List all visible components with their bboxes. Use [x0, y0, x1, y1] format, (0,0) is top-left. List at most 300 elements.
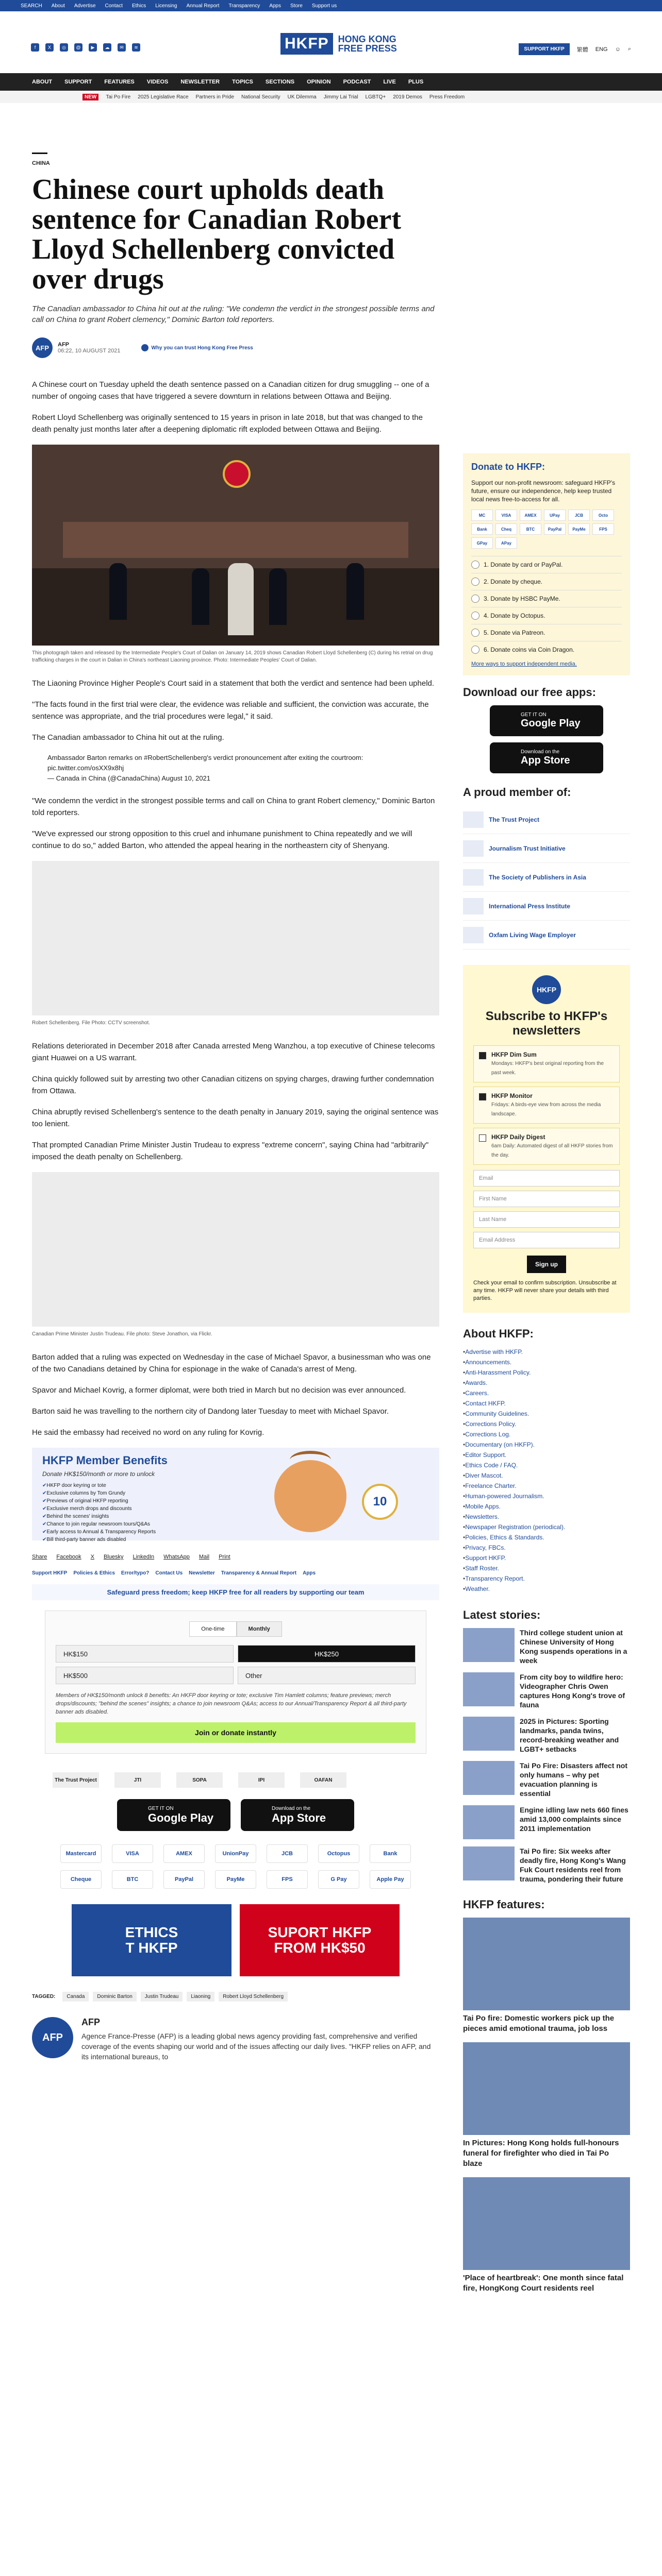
author-box-text [81, 2017, 439, 2062]
tag[interactable]: Dominic Barton [93, 1992, 136, 2002]
card-logo: Bank [471, 523, 493, 535]
newsletter-title: Subscribe to HKFP's newsletters [485, 1009, 608, 1038]
photo-caption: Robert Schellenberg. File Photo: CCTV screenshot. [32, 1020, 150, 1026]
nav-features[interactable]: FEATURES [104, 79, 135, 85]
story-thumbnail[interactable] [463, 1761, 515, 1795]
lang-english[interactable]: ENG [595, 46, 608, 53]
payment-method[interactable]: FPS [267, 1870, 308, 1889]
about-link[interactable]: • Awards. [463, 1378, 630, 1388]
trending-item[interactable]: Jimmy Lai Trial [323, 94, 358, 100]
courtroom-photo [32, 445, 439, 646]
latest-stories [463, 1608, 630, 1884]
photo-caption: This photograph taken and released by the Intermediate People's Court of Dalian on January 14, 2019 shows Canadian Robert Lloyd Schellenberg (C) during his retrial on drug trafficking charges in the court in Dalian in China's northeast Liaoning province. Photo: Intermediate Peoples' Court of Dalian. [32, 650, 433, 663]
amount-options [56, 1645, 416, 1684]
about-link[interactable]: • Community Guidelines. [463, 1409, 630, 1419]
card-logo: GPay [471, 537, 493, 549]
card-logo: AMEX [520, 510, 541, 521]
trust-label: Why you can trust Hong Kong Free Press [151, 345, 253, 351]
member-org[interactable]: The Trust Project [463, 805, 630, 834]
logo-line-2: FREE PRESS [338, 43, 397, 54]
deer-mascot-icon [274, 1460, 346, 1532]
topbar-ethics[interactable]: Ethics [131, 3, 146, 9]
header-actions [519, 43, 631, 55]
features-title: HKFP features: [463, 1898, 545, 1911]
amount-option-selected[interactable]: HK$250 [238, 1645, 416, 1663]
newsletter-name: HKFP Dim Sum [491, 1051, 537, 1058]
rss-icon[interactable]: ≋ [132, 43, 140, 52]
category-rule [32, 152, 47, 154]
about-link[interactable]: • Transparency Report. [463, 1573, 630, 1584]
logo-line-1: HONG KONG [338, 34, 396, 44]
support-hkfp-button[interactable]: SUPPORT HKFP [519, 43, 569, 55]
about-link[interactable]: • Anti-Harassment Policy. [463, 1367, 630, 1378]
about-link[interactable]: • Ethics Code / FAQ. [463, 1460, 630, 1470]
nav-opinion[interactable]: OPINION [307, 79, 331, 85]
paragraph: "We've expressed our strong opposition to this cruel and inhumane punishment to China repeatedly and we will continue to do so," added Barton, who attended the appeal hearing in the northeastern city of Shenyang. [32, 829, 412, 850]
payment-method[interactable]: UnionPay [215, 1844, 256, 1863]
ten-years-number: 10 [373, 1495, 387, 1509]
meta-link[interactable]: Support HKFP [32, 1570, 68, 1576]
paragraph: Spavor and Michael Kovrig, a former diplomat, were both tried in March but no decision was ever announced. [32, 1386, 406, 1395]
paragraph: He said the embassy had received no word on any ruling for Kovrig. [32, 1428, 264, 1437]
topbar-annual-report[interactable]: Annual Report [186, 3, 220, 9]
story-thumbnail[interactable] [463, 1672, 515, 1706]
share-x[interactable]: X [90, 1554, 95, 1560]
support-banner[interactable]: SUPORT HKFP FROM HK$50 [240, 1904, 400, 1976]
feature-title[interactable]: 'Place of heartbreak': One month since fatal fire, HongKong Court residents reel [463, 2274, 624, 2293]
share-label: Share [32, 1554, 47, 1560]
story-thumbnail[interactable] [463, 1805, 515, 1839]
member-org[interactable]: Journalism Trust Initiative [463, 834, 630, 863]
benefit-item: ✔ HKFP door keyring or tote [42, 1482, 156, 1489]
tag[interactable]: Canada [62, 1992, 89, 2002]
x-icon[interactable]: X [45, 43, 54, 52]
newsletter-option[interactable] [473, 1128, 620, 1165]
about-link[interactable]: • Corrections Policy. [463, 1419, 630, 1429]
benefit-item: ✔ Early access to Annual & Transparency Reports [42, 1528, 156, 1536]
guard-figure [192, 568, 209, 625]
nav-podcast[interactable]: PODCAST [343, 79, 371, 85]
store-small: GET IT ON [521, 712, 547, 718]
paragraph: Robert Lloyd Schellenberg was originally sentenced to 15 years in prison in late 2018, but that was changed to the death penalty just months later after a deepening diplomatic rift exploded between Ottawa and Beijing. [32, 413, 423, 434]
story-title[interactable]: 2025 in Pictures: Sporting landmarks, panda twins, record-breaking weather and LGBT+ setbacks [520, 1717, 619, 1753]
article-category[interactable]: CHINA [32, 160, 50, 166]
nav-support[interactable]: SUPPORT [64, 79, 92, 85]
feature-image[interactable] [463, 2177, 630, 2270]
about-title: About HKFP: [463, 1327, 534, 1340]
topbar-licensing[interactable]: Licensing [155, 3, 177, 9]
about-link[interactable]: • Weather. [463, 1584, 630, 1594]
nav-topics[interactable]: TOPICS [232, 79, 253, 85]
card-logo: MC [471, 510, 493, 521]
about-link[interactable]: • Corrections Log. [463, 1429, 630, 1439]
about-link[interactable]: • Diver Mascot. [463, 1470, 630, 1481]
member-org[interactable]: The Society of Publishers in Asia [463, 863, 630, 892]
apps-title: Download our free apps: [463, 686, 596, 699]
trending-item[interactable]: National Security [241, 94, 280, 100]
promo-banners [32, 1904, 439, 1976]
about-link[interactable]: • Contact HKFP. [463, 1398, 630, 1409]
author-name[interactable]: AFP [58, 342, 69, 348]
tweet-author[interactable]: — Canada in China (@CanadaChina) August 10, 2021 [47, 774, 211, 782]
tag[interactable]: Justin Trudeau [141, 1992, 183, 2002]
freq-one-time[interactable]: One-time [189, 1621, 236, 1637]
card-logo: BTC [520, 523, 541, 535]
feature-title[interactable]: In Pictures: Hong Kong holds full-honours funeral for firefighter who died in Tai Po blaze [463, 2139, 619, 2168]
trust-icon [141, 344, 148, 351]
store-small: Download on the [521, 749, 560, 755]
topbar-search[interactable]: SEARCH [21, 3, 42, 9]
store-big: App Store [521, 755, 570, 766]
story-thumbnail[interactable] [463, 1717, 515, 1751]
newsletter-option[interactable] [473, 1087, 620, 1124]
email-address-field[interactable]: Email Address [473, 1232, 620, 1248]
payment-method[interactable]: Cheque [60, 1870, 102, 1889]
meta-link[interactable]: Transparency & Annual Report [221, 1570, 297, 1576]
share-linkedin[interactable]: LinkedIn [133, 1554, 155, 1560]
about-link[interactable]: • Policies, Ethics & Standards. [463, 1532, 630, 1543]
tags-label: TAGGED: [32, 1994, 56, 1999]
bluesky-icon[interactable]: ☁ [103, 43, 111, 52]
topbar-support[interactable]: Support us [311, 3, 337, 9]
checkbox-unchecked[interactable] [479, 1134, 486, 1142]
card-logo: UPay [544, 510, 566, 521]
more-ways-link[interactable]: More ways to support independent media. [471, 661, 577, 667]
feature-title[interactable]: Tai Po fire: Domestic workers pick up the pieces amid emotional trauma, job loss [463, 2014, 615, 2033]
about-link[interactable]: • Documentary (on HKFP). [463, 1439, 630, 1450]
donate-option[interactable]: 4. Donate by Octopus. [471, 607, 622, 624]
article-body [32, 379, 439, 1438]
store-big: App Store [272, 1811, 326, 1824]
nav-about[interactable]: ABOUT [32, 79, 53, 85]
payment-method[interactable]: BTC [112, 1870, 153, 1889]
donate-text: Support our non-profit newsroom: safeguard HKFP's future, ensure our independence, help keep trusted local news free-to-access for all. [471, 479, 616, 503]
story-thumbnail[interactable] [463, 1846, 515, 1880]
logo-text [338, 35, 397, 53]
user-icon[interactable]: ☺ [615, 46, 621, 53]
main-nav [0, 73, 662, 91]
freq-monthly[interactable]: Monthly [237, 1621, 282, 1637]
payment-method[interactable]: PayPal [163, 1870, 205, 1889]
sopa-logo[interactable]: SOPA [176, 1772, 223, 1788]
card-logo: Cheq [495, 523, 517, 535]
payment-method[interactable]: Bank [370, 1844, 411, 1863]
tag[interactable]: Robert Lloyd Schellenberg [219, 1992, 288, 2002]
meta-link[interactable]: Contact Us [155, 1570, 183, 1576]
first-name-field[interactable]: First Name [473, 1191, 620, 1207]
topbar-advertise[interactable]: Advertise [74, 3, 96, 9]
paragraph: "The facts found in the first trial were clear, the evidence was reliable and sufficient, the conviction was accurate, the sentence was appropriate, and the trial procedures were legal," it said. [32, 700, 429, 721]
signup-button[interactable]: Sign up [527, 1256, 566, 1273]
site-header [0, 11, 662, 73]
about-link[interactable]: • Advertise with HKFP. [463, 1347, 630, 1357]
instagram-icon[interactable]: ◎ [60, 43, 68, 52]
newsletter-option[interactable] [473, 1045, 620, 1082]
paragraph: The Liaoning Province Higher People's Court said in a statement that both the verdict and sentence had been upheld. [32, 679, 435, 688]
nav-newsletter[interactable]: NEWSLETTER [180, 79, 220, 85]
safeguard-banner[interactable]: Safeguard press freedom; keep HKFP free for all readers by supporting our team [32, 1584, 439, 1600]
payment-method[interactable]: Mastercard [60, 1844, 102, 1863]
checkbox-checked[interactable] [479, 1052, 486, 1059]
about-link[interactable]: • Announcements. [463, 1357, 630, 1367]
author-box [32, 2017, 439, 2062]
latest-title: Latest stories: [463, 1608, 541, 1621]
donate-option[interactable]: 6. Donate coins via Coin Dragon. [471, 641, 622, 658]
card-logo: APay [495, 537, 517, 549]
sidebar-app-store[interactable] [490, 742, 603, 773]
latest-story[interactable] [463, 1672, 630, 1709]
feature-image[interactable] [463, 2042, 630, 2135]
lang-traditional[interactable]: 繁體 [576, 46, 588, 53]
benefit-item: ✔ Exclusive merch drops and discounts [42, 1505, 156, 1513]
about-hkfp [463, 1327, 630, 1594]
email-field-small[interactable]: Email [473, 1170, 620, 1187]
meta-link[interactable]: Newsletter [189, 1570, 215, 1576]
about-link[interactable]: • Staff Roster. [463, 1563, 630, 1573]
author-avatar[interactable]: AFP [32, 337, 53, 358]
newsletter-desc: Fridays: A birds-eye view from across the media landscape. [491, 1102, 601, 1117]
story-thumbnail[interactable] [463, 1628, 515, 1662]
story-title[interactable]: Tai Po fire: Six weeks after deadly fire, Hong Kong's Wang Fuk Court residents reel from trauma, pondering their future [520, 1847, 626, 1883]
member-org[interactable]: Oxfam Living Wage Employer [463, 921, 630, 950]
paragraph: A Chinese court on Tuesday upheld the death sentence passed on a Canadian citizen for drug smuggling -- one of a number of ongoing cases that have triggered a severe downturn in relations between Ottawa and Beijing. [32, 380, 429, 401]
amount-other[interactable]: Other [238, 1667, 416, 1684]
threads-icon[interactable]: @ [74, 43, 82, 52]
latest-story[interactable] [463, 1846, 630, 1884]
facebook-icon[interactable]: f [31, 43, 39, 52]
member-orgs [463, 805, 630, 950]
court-emblem [223, 460, 251, 488]
latest-story[interactable] [463, 1761, 630, 1798]
join-donate-button[interactable]: Join or donate instantly [56, 1722, 416, 1743]
meta-link[interactable]: Apps [303, 1570, 316, 1576]
site-logo[interactable] [280, 33, 397, 55]
share-print[interactable]: Print [219, 1554, 230, 1560]
payment-methods [32, 1844, 439, 1889]
trending-item[interactable]: Press Freedom [429, 94, 465, 100]
trust-link[interactable] [141, 344, 253, 351]
meta-link[interactable]: Policies & Ethics [73, 1570, 115, 1576]
store-small: Download on the [272, 1805, 311, 1811]
photo-caption: Canadian Prime Minister Justin Trudeau. File photo: Steve Jonathon, via Flickr. [32, 1331, 212, 1337]
checkbox-checked[interactable] [479, 1093, 486, 1100]
author-box-name[interactable]: AFP [81, 2017, 100, 2027]
tag[interactable]: Liaoning [187, 1992, 214, 2002]
paragraph: That prompted Canadian Prime Minister Justin Trudeau to express "extreme concern", saying China had "arbitrarily" imposed the death penalty on Schellenberg. [32, 1141, 429, 1161]
trending-item[interactable]: UK Dilemma [287, 94, 317, 100]
google-play-badge[interactable] [117, 1799, 230, 1831]
mail-icon[interactable]: ✉ [118, 43, 126, 52]
about-link[interactable]: • Human-powered Journalism. [463, 1491, 630, 1501]
share-facebook[interactable]: Facebook [56, 1554, 81, 1560]
newsletter-name: HKFP Daily Digest [491, 1133, 545, 1141]
topbar-about[interactable]: About [51, 3, 65, 9]
topbar-store[interactable]: Store [290, 3, 303, 9]
logo-box: HKFP [280, 33, 333, 55]
article-tags [32, 1992, 439, 2002]
nav-live[interactable]: LIVE [383, 79, 396, 85]
app-store-links [32, 1799, 439, 1831]
benefits-list [42, 1482, 156, 1544]
latest-story[interactable] [463, 1628, 630, 1665]
paragraph: Relations deteriorated in December 2018 after Canada arrested Meng Wanzhou, a top executive of Chinese telecoms giant Huawei on a US warrant. [32, 1042, 435, 1062]
trending-item[interactable]: Partners in Pride [195, 94, 235, 100]
newsletter-logo: HKFP [532, 975, 561, 1004]
card-logo: FPS [592, 523, 614, 535]
newsletter-option-text [491, 1092, 614, 1118]
oxfam-logo[interactable]: OAFAN [300, 1772, 346, 1788]
payment-method[interactable]: AMEX [163, 1844, 205, 1863]
hkfp-features [463, 1898, 630, 2294]
article-title: Chinese court upholds death sentence for Canadian Robert Lloyd Schellenberg convicted over drugs [32, 174, 402, 295]
donate-option[interactable]: 5. Donate via Patreon. [471, 624, 622, 641]
payment-method[interactable]: Octopus [318, 1844, 359, 1863]
about-link[interactable]: • Newsletters. [463, 1512, 630, 1522]
tweet-text: Ambassador Barton remarks on #RobertSchellenberg's verdict pronouncement after exiting the courtroom: pic.twitter.com/osXX9x8hj [47, 754, 363, 772]
paragraph: China abruptly revised Schellenberg's sentence to the death penalty in January 2019, saying the original sentence was too lenient. [32, 1108, 439, 1128]
member-benefits-banner[interactable] [32, 1448, 439, 1543]
about-link[interactable]: • Mobile Apps. [463, 1501, 630, 1512]
guard-figure [269, 568, 287, 625]
sidebar-google-play[interactable] [490, 705, 603, 736]
trudeau-image [32, 1172, 439, 1327]
trending-item[interactable]: 2025 Legislative Race [138, 94, 189, 100]
sidebar-donate [463, 453, 630, 675]
share-mail[interactable]: Mail [198, 1554, 210, 1560]
donate-option[interactable]: 1. Donate by card or PayPal. [471, 556, 622, 573]
author-box-bio: Agence France-Presse (AFP) is a leading global news agency providing fast, comprehensive and verified coverage of the events shaping our world and of the issues affecting our daily lives. "HKFP relies on AFP, and its international bureaus, to [81, 2032, 431, 2061]
app-store-badge[interactable] [241, 1799, 354, 1831]
ethics-banner[interactable]: ETHICS T HKFP [72, 1904, 231, 1976]
newsletter-desc: 6am Daily: Automated digest of all HKFP stories from the day. [491, 1143, 613, 1158]
feature-image[interactable] [463, 1918, 630, 2010]
trust-project-logo[interactable]: The Trust Project [53, 1772, 99, 1788]
story-title[interactable]: From city boy to wildfire hero: Videographer Chris Owen captures Hong Kong's trove of fauna [520, 1673, 625, 1709]
byline [32, 337, 439, 358]
story-title[interactable]: Tai Po Fire: Disasters affect not only humans – why pet evacuation planning is essential [520, 1761, 628, 1798]
defendant-figure [228, 563, 254, 635]
donate-option[interactable]: 3. Donate by HSBC PayMe. [471, 590, 622, 607]
benefits-title: HKFP Member Benefits [42, 1454, 168, 1467]
about-link[interactable]: • Support HKFP. [463, 1553, 630, 1563]
nav-plus[interactable]: PLUS [408, 79, 424, 85]
social-links [31, 43, 140, 52]
newsletter-desc: Mondays: HKFP's best original reporting from the past week. [491, 1061, 604, 1076]
paragraph: Barton added that a ruling was expected on Wednesday in the case of Michael Spavor, a businessman who was one of the two Canadians detained by China for espionage in the wake of Canada's arrest of Meng. [32, 1353, 431, 1374]
about-link[interactable]: • Newspaper Registration (periodical). [463, 1522, 630, 1532]
story-title[interactable]: Third college student union at Chinese University of Hong Kong suspends operations in a week [520, 1629, 627, 1665]
amount-option[interactable]: HK$500 [56, 1667, 234, 1684]
latest-story[interactable] [463, 1717, 630, 1754]
author-box-avatar[interactable]: AFP [32, 2017, 73, 2058]
youtube-icon[interactable]: ▶ [89, 43, 97, 52]
guard-figure [346, 563, 364, 620]
benefit-item: ✔ Bill third-party banner ads disabled [42, 1536, 156, 1544]
payment-method[interactable]: G Pay [318, 1870, 359, 1889]
card-logo: VISA [495, 510, 517, 521]
payment-method[interactable]: VISA [112, 1844, 153, 1863]
judge-bench [63, 522, 408, 558]
about-link[interactable]: • Editor Support. [463, 1450, 630, 1460]
trending-item[interactable]: Tai Po Fire [106, 94, 131, 100]
amount-option[interactable]: HK$150 [56, 1645, 234, 1663]
topbar-apps[interactable]: Apps [269, 3, 281, 9]
partner-logos [53, 1772, 439, 1788]
store-big: Google Play [521, 718, 581, 729]
trending-item[interactable]: LGBTQ+ [365, 94, 386, 100]
trending-bar [0, 91, 662, 103]
members-title: A proud member of: [463, 786, 571, 799]
donate-cards [471, 510, 622, 549]
newsletter-name: HKFP Monitor [491, 1092, 533, 1099]
payment-method[interactable]: Apple Pay [370, 1870, 411, 1889]
new-badge: NEW [82, 94, 98, 100]
payment-method[interactable]: PayMe [215, 1870, 256, 1889]
jti-logo[interactable]: JTI [114, 1772, 161, 1788]
benefit-item: ✔ Exclusive columns by Tom Grundy [42, 1489, 156, 1497]
ten-years-badge [362, 1484, 398, 1520]
benefit-item: ✔ Behind the scenes' insights [42, 1513, 156, 1520]
card-logo: PayPal [544, 523, 566, 535]
meta-links [32, 1570, 439, 1576]
benefits-subtitle: Donate HK$150/month or more to unlock [42, 1470, 155, 1478]
topbar-transparency[interactable]: Transparency [228, 3, 260, 9]
about-link[interactable]: • Privacy, FBCs. [463, 1543, 630, 1553]
share-whatsapp[interactable]: WhatsApp [163, 1554, 190, 1560]
story-title[interactable]: Engine idling law nets 660 fines amid 13,000 complaints since 2011 implementation [520, 1806, 628, 1833]
newsletter-signup [463, 965, 630, 1313]
paragraph: Barton said he was travelling to the northern city of Dandong later Tuesday to meet with Michael Spavor. [32, 1407, 389, 1416]
member-org[interactable]: International Press Institute [463, 892, 630, 921]
byline-text [58, 342, 121, 354]
share-bar [32, 1554, 439, 1560]
search-icon[interactable]: ⌕ [627, 46, 631, 52]
topbar-contact[interactable]: Contact [105, 3, 123, 9]
nav-sections[interactable]: SECTIONS [265, 79, 295, 85]
newsletter-note: Check your email to confirm subscription. Unsubscribe at any time. HKFP will never share your details with third parties. [473, 1280, 617, 1301]
about-list [463, 1347, 630, 1594]
nav-videos[interactable]: VIDEOS [146, 79, 169, 85]
store-big: Google Play [148, 1811, 214, 1824]
newsletter-option-text [491, 1133, 614, 1159]
paragraph: "We condemn the verdict in the strongest possible terms and call on China to grant Robert clemency," Dominic Barton told reporters. [32, 796, 435, 817]
schellenberg-image [32, 861, 439, 1015]
payment-method[interactable]: JCB [267, 1844, 308, 1863]
latest-story[interactable] [463, 1805, 630, 1839]
donation-note: Members of HK$150/month unlock 8 benefits: An HKFP door keyring or tote; exclusive Tim Hamlett columns; feature previews; merch drops/discounts; "behind the scenes" insights; a chance to join newsroom Q&As; access to our Annual/Transparency Report & all third-party banner ads disabled. [56, 1692, 407, 1715]
card-logo: PayMe [568, 523, 590, 535]
benefit-item: ✔ Chance to join regular newsroom tours/Q&As [42, 1520, 156, 1528]
frequency-toggle [56, 1621, 416, 1637]
paragraph: China quickly followed suit by arresting two other Canadian citizens on spying charges, drawing further condemnation from Ottawa. [32, 1075, 434, 1095]
newsletter-option-text [491, 1051, 614, 1077]
article-excerpt: The Canadian ambassador to China hit out at the ruling: "We condemn the verdict in the strongest possible terms and call on China to grant Robert clemency," Dominic Barton told reporters. [32, 304, 435, 324]
donation-widget [45, 1611, 426, 1754]
card-logo: Octo [592, 510, 614, 521]
meta-link[interactable]: Error/typo? [121, 1570, 150, 1576]
ipi-logo[interactable]: IPI [238, 1772, 285, 1788]
paragraph: The Canadian ambassador to China hit out at the ruling. [32, 733, 224, 742]
about-link[interactable]: • Freelance Charter. [463, 1481, 630, 1491]
share-bluesky[interactable]: Bluesky [104, 1554, 124, 1560]
donate-title: Donate to HKFP: [471, 462, 545, 472]
trending-item[interactable]: 2019 Demos [393, 94, 422, 100]
donate-option[interactable]: 2. Donate by cheque. [471, 573, 622, 590]
last-name-field[interactable]: Last Name [473, 1211, 620, 1228]
about-link[interactable]: • Careers. [463, 1388, 630, 1398]
card-logo: JCB [568, 510, 590, 521]
sidebar [463, 453, 630, 2302]
